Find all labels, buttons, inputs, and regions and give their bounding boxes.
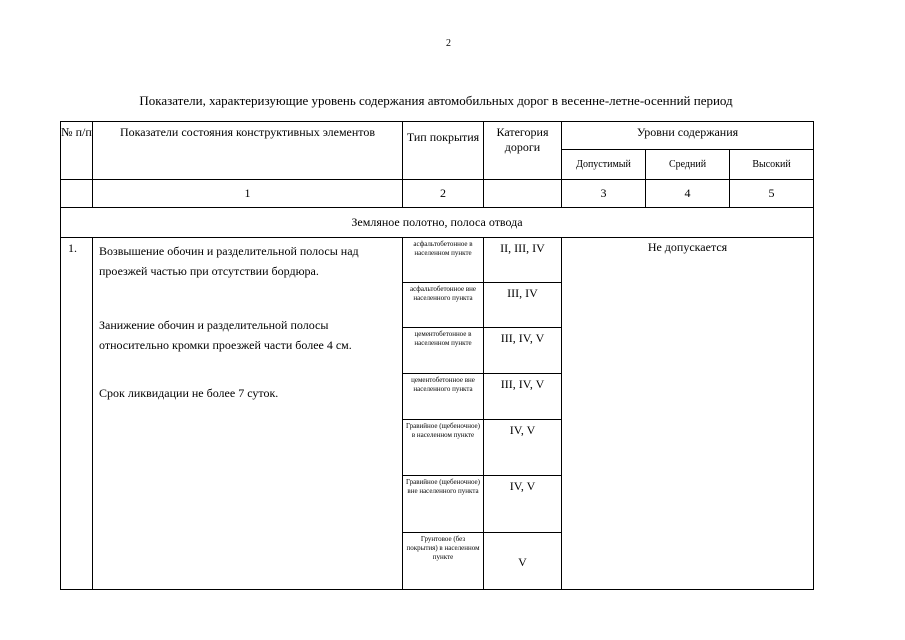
column-index-cell: 4 xyxy=(646,180,730,208)
column-index-row xyxy=(61,180,814,208)
header-level-medium: Средний xyxy=(646,150,730,180)
indicator-paragraph: Возвышение обочин и разделительной полосы над проезжей частью при отсутствии бордюра. xyxy=(99,244,359,278)
pavement-type-cell: асфальтобетонное вне населенного пункта xyxy=(403,283,484,328)
road-category-cell: II, III, IV xyxy=(484,238,562,283)
header-pavement-type: Тип покрытия xyxy=(403,122,484,180)
road-category-cell: IV, V xyxy=(484,476,562,533)
header-road-category: Категория дороги xyxy=(484,122,562,180)
header-indicators: Показатели состояния конструктивных элементов xyxy=(93,122,403,180)
section-row xyxy=(61,208,814,238)
header-level-acceptable: Допустимый xyxy=(562,150,646,180)
road-category-cell: III, IV, V xyxy=(484,374,562,420)
pavement-type-cell: Гравийное (щебеночное) в населенном пункте xyxy=(403,420,484,476)
road-category-cell: V xyxy=(484,533,562,590)
table-row xyxy=(61,238,814,283)
column-index-blank xyxy=(61,180,93,208)
header-level-high: Высокий xyxy=(730,150,814,180)
document-title: Показатели, характеризующие уровень содержания автомобильных дорог в весенне-летне-осенний период xyxy=(139,93,733,108)
road-category-cell: IV, V xyxy=(484,420,562,476)
pavement-type-cell: Грунтовое (без покрытия) в населенном пункте xyxy=(403,533,484,590)
indicator-paragraph: Срок ликвидации не более 7 суток. xyxy=(99,386,279,400)
pavement-type-cell: асфальтобетонное в населенном пункте xyxy=(403,238,484,283)
section-title: Земляное полотно, полоса отвода xyxy=(61,208,814,238)
maintenance-levels-table xyxy=(60,121,814,590)
column-index-cell: 2 xyxy=(403,180,484,208)
column-index-cell: 5 xyxy=(730,180,814,208)
column-index-cell xyxy=(484,180,562,208)
indicator-paragraph: Занижение обочин и разделительной полосы относительно кромки проезжей части более 4 см. xyxy=(99,318,352,352)
road-category-cell: III, IV, V xyxy=(484,328,562,374)
road-category-cell: III, IV xyxy=(484,283,562,328)
pavement-type-cell: цементобетонное в населенном пункте xyxy=(403,328,484,374)
level-value: Не допускается xyxy=(562,238,814,590)
column-index-cell: 1 xyxy=(93,180,403,208)
indicator-text xyxy=(93,238,403,590)
page-number: 2 xyxy=(446,38,451,49)
row-number: 1. xyxy=(61,238,93,590)
header-row-top xyxy=(61,122,814,150)
header-levels: Уровни содержания xyxy=(562,122,814,150)
header-num: № п/п xyxy=(61,122,93,180)
pavement-type-cell: цементобетонное вне населенного пункта xyxy=(403,374,484,420)
column-index-cell: 3 xyxy=(562,180,646,208)
pavement-type-cell: Гравийное (щебеночное) вне населенного пункта xyxy=(403,476,484,533)
